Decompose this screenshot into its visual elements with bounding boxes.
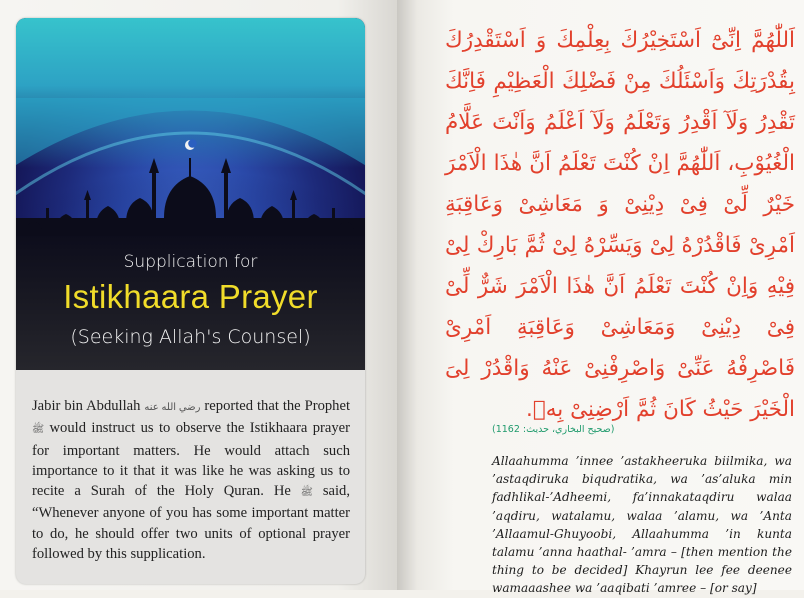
intro-text: reported that the Prophet [200,398,351,414]
cover-subtitle: Supplication for [123,252,258,272]
left-page [0,0,397,590]
intro-text: would instruct us to observe the Istikhaara prayer for important matters. He would attach such importance to it that it was like he was asking us to recite a Surah of the Holy Quran. He [32,420,350,500]
intro-text: Jabir bin Abdullah [32,398,141,414]
honorific-glyph: ﷺ [32,424,45,436]
cover-title: Istikhaara Prayer [63,278,318,315]
honorific-glyph: رضي الله عنه [144,402,201,413]
citation-text: (صحیح البخاري، حدیث: 1162) [492,424,615,435]
booklet-card [16,18,365,584]
cover-tagline: (Seeking Allah's Counsel) [70,326,311,348]
intro-paragraph [32,396,350,564]
intro-text: said, “Whenever anyone of you has some important matter to do, he should offer two units of optional prayer followed by this supplication. [32,483,350,563]
arabic-supplication: اَللّٰهُمَّ اِنِّیْٓ اَسْتَخِیْرُكَ بِعِلْمِكَ وَ اَسْتَقْدِرُكَ بِقُدْرَتِكَ وَاَسْئَلُكَ مِنْ فَضْلِكَ الْعَظِیْمِ فَاِنَّكَ تَقْدِرُ وَلَآ اَقْدِرُ وَتَعْلَمُ وَلَآ اَعْلَمُ وَاَنْتَ عَلَّامُ الْغُیُوْبِ، اَللّٰهُمَّ اِنْ كُنْتَ تَعْلَمُ اَنَّ هٰذَا الْاَمْرَ خَیْرٌ لِّیْ فِیْ دِیْنِیْ وَ مَعَاشِیْ وَعَاقِبَةِ اَمْرِیْ فَاقْدُرْهُ لِیْ وَیَسِّرْهُ لِیْ ثُمَّ بَارِكْ لِیْ فِیْهِ وَاِنْ كُنْتَ تَعْلَمُ اَنَّ هٰذَا الْاَمْرَ شَرٌّ لِّیْ فِیْ دِیْنِیْ وَمَعَاشِیْ وَعَاقِبَةِ اَمْرِیْ فَاصْرِفْهُ عَنِّیْ وَاصْرِفْنِیْ عَنْهُ وَاقْدُرْ لِیَ الْخَیْرَ حَیْثُ كَانَ ثُمَّ اَرْضِنِیْ بِهٖ. [445,28,795,422]
honorific-glyph: ﷺ [300,487,313,499]
hadith-citation [492,424,792,435]
cover-illustration [16,18,365,370]
transliteration-text: Allaahumma ’innee ’astakheeruka biilmika, wa ’astaqdiruka biqudratika, wa ’as’aluka min fadhlikal-’Adheemi, fa’innakataqdiru walaa ’aqdiru, watalamu, walaa ’alamu, wa ’Anta ’Allaamul-Ghuyoobi, Allaahumma ’in kunta talamu ’anna haathal- ’amra – [then mention the thing to be decided] Khayrun lee fee deenee wamaaashee wa ’aaqibati ’amree – [or say] [492,454,792,596]
